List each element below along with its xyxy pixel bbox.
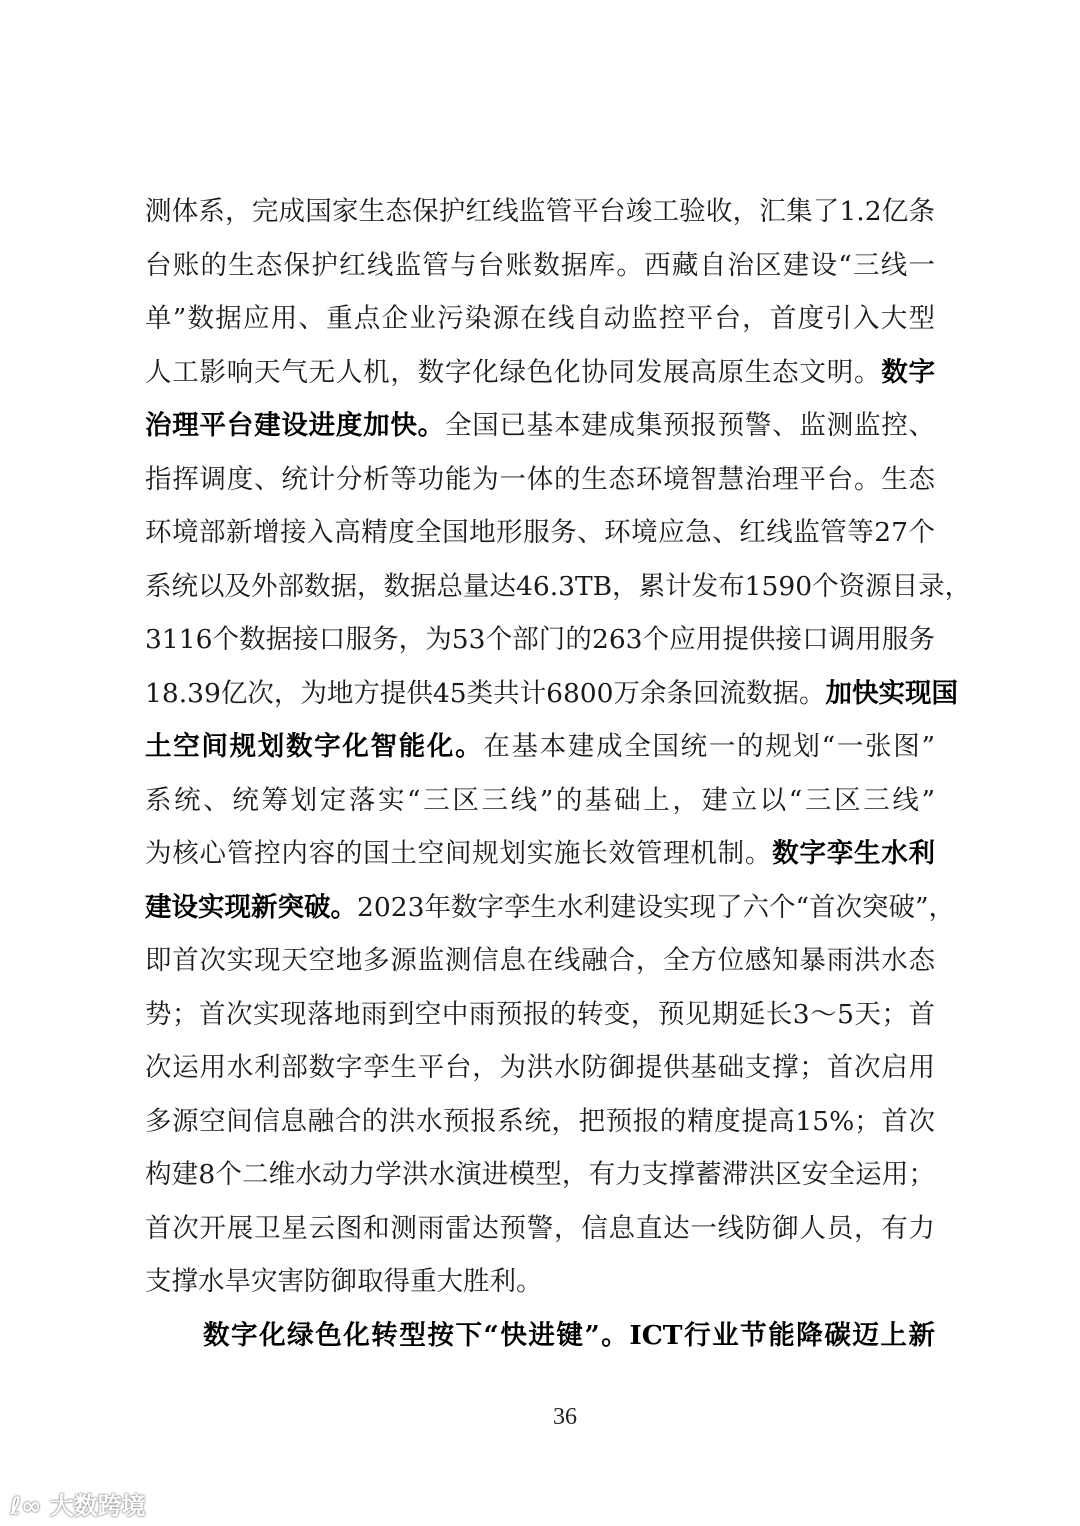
text-line bbox=[145, 239, 935, 293]
watermark-mark-icon: ℓ∞ bbox=[10, 1492, 50, 1520]
text-line bbox=[145, 1041, 935, 1095]
text-line bbox=[145, 720, 935, 774]
watermark-logo bbox=[10, 1486, 146, 1521]
bold-heading-text: 数字化绿色化转型按下“快进键”。ICT行业节能降碳迈上新 bbox=[203, 1319, 935, 1351]
paragraph-text: 支撑水旱灾害防御取得重大胜利。 bbox=[145, 1266, 543, 1297]
paragraph-text: 台账的生态保护红线监管与台账数据库。西藏自治区建设“三线一 bbox=[145, 249, 935, 281]
text-line bbox=[145, 185, 935, 239]
text-line bbox=[145, 774, 935, 828]
text-line bbox=[145, 453, 935, 507]
paragraph-text: 人工影响天气无人机，数字化绿色化协同发展高原生态文明。 bbox=[145, 356, 882, 388]
paragraph-text: 势；首次实现落地雨到空中雨预报的转变，预见期延长3～5天；首 bbox=[145, 998, 935, 1030]
text-line bbox=[145, 827, 935, 881]
paragraph-text: 18.39亿次，为地方提供45类共计6800万余条回流数据。 bbox=[145, 677, 826, 709]
text-line bbox=[145, 1255, 935, 1309]
paragraph-text: 2023年数字孪生水利建设实现了六个“首次突破”， bbox=[357, 891, 956, 923]
text-line bbox=[145, 292, 935, 346]
paragraph-text: 单”数据应用、重点企业污染源在线自动监控平台，首度引入大型 bbox=[145, 303, 935, 334]
text-line bbox=[145, 346, 935, 400]
body-text bbox=[145, 185, 972, 1362]
text-line bbox=[145, 934, 935, 988]
bold-heading-text: 土空间规划数字化智能化。 bbox=[145, 731, 484, 762]
text-line bbox=[145, 506, 935, 560]
bold-heading-text: 加快实现国 bbox=[825, 677, 959, 709]
text-line bbox=[145, 1148, 935, 1202]
paragraph-text: 指挥调度、统计分析等功能为一体的生态环境智慧治理平台。生态 bbox=[145, 463, 935, 495]
paragraph-text: 多源空间信息融合的洪水预报系统，把预报的精度提高15%；首次 bbox=[145, 1105, 935, 1137]
paragraph-text: 即首次实现天空地多源监测信息在线融合，全方位感知暴雨洪水态 bbox=[145, 945, 935, 976]
text-line bbox=[145, 1095, 935, 1149]
text-line bbox=[145, 988, 935, 1042]
paragraph-text: 次运用水利部数字孪生平台，为洪水防御提供基础支撑；首次启用 bbox=[145, 1052, 935, 1083]
paragraph-text: 系统、统筹划定落实“三区三线”的基础上，建立以“三区三线” bbox=[145, 784, 935, 816]
text-line bbox=[145, 560, 972, 614]
paragraph-text: 为核心管控内容的国土空间规划实施长效管理机制。 bbox=[145, 838, 773, 869]
bold-heading-text: 治理平台建设进度加快。 bbox=[145, 410, 445, 441]
text-line bbox=[145, 1309, 935, 1363]
text-line bbox=[145, 399, 935, 453]
paragraph-text: 系统以及外部数据，数据总量达46.3TB，累计发布1590个资源目录， bbox=[145, 570, 972, 602]
bold-heading-text: 数字 bbox=[881, 356, 936, 388]
paragraph-text: 3116个数据接口服务，为53个部门的263个应用提供接口调用服务 bbox=[145, 624, 935, 655]
page-number: 36 bbox=[553, 1404, 577, 1430]
watermark-text: 大数跨境 bbox=[49, 1492, 146, 1520]
text-line bbox=[145, 1202, 935, 1256]
paragraph-text: 首次开展卫星云图和测雨雷达预警，信息直达一线防御人员，有力 bbox=[145, 1212, 935, 1244]
text-line bbox=[145, 613, 935, 667]
bold-heading-text: 建设实现新突破。 bbox=[145, 891, 357, 923]
text-line bbox=[145, 667, 959, 721]
paragraph-text: 在基本建成全国统一的规划“一张图” bbox=[483, 731, 935, 762]
paragraph-text: 构建8个二维水动力学洪水演进模型，有力支撑蓄滞洪区安全运用； bbox=[145, 1159, 935, 1190]
bold-heading-text: 数字孪生水利 bbox=[772, 838, 936, 869]
paragraph-text: 测体系，完成国家生态保护红线监管平台竣工验收，汇集了1.2亿条 bbox=[145, 196, 935, 227]
paragraph-text: 环境部新增接入高精度全国地形服务、环境应急、红线监管等27个 bbox=[145, 517, 935, 548]
paragraph-text: 全国已基本建成集预报预警、监测监控、 bbox=[444, 410, 936, 441]
text-line bbox=[145, 881, 956, 935]
